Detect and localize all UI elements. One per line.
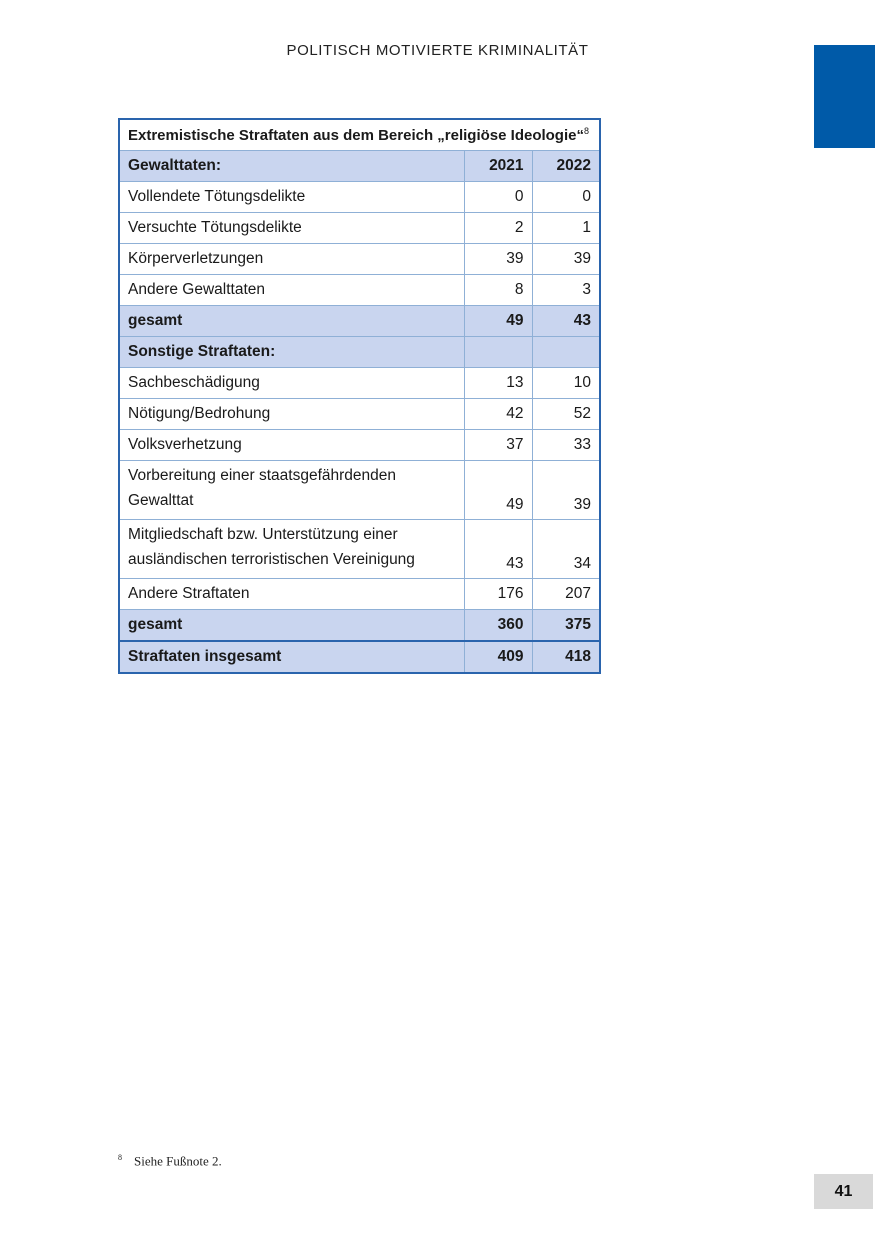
row-label: Versuchte Tötungsdelikte [119, 213, 465, 244]
section-label: Sonstige Straftaten: [119, 337, 465, 368]
value-2021: 0 [465, 182, 532, 213]
column-header-2021: 2021 [465, 151, 532, 182]
value-2022: 34 [532, 520, 600, 579]
value-2021: 409 [465, 641, 532, 673]
table-row [119, 182, 600, 213]
page-number: 41 [814, 1174, 873, 1209]
value-2022: 1 [532, 213, 600, 244]
crime-statistics-table [118, 118, 601, 674]
value-2021: 2 [465, 213, 532, 244]
table-row [119, 275, 600, 306]
row-label: Volksverhetzung [119, 430, 465, 461]
value-2021: 43 [465, 520, 532, 579]
value-2021: 13 [465, 368, 532, 399]
table-row [119, 461, 600, 520]
row-label: Körperverletzungen [119, 244, 465, 275]
table-row [119, 579, 600, 610]
value-2022: 207 [532, 579, 600, 610]
grand-total-row [119, 641, 600, 673]
value-2022: 375 [532, 610, 600, 642]
value-2021: 39 [465, 244, 532, 275]
empty-cell [532, 337, 600, 368]
row-label: Straftaten insgesamt [119, 641, 465, 673]
value-2021: 42 [465, 399, 532, 430]
value-2022: 39 [532, 461, 600, 520]
row-label: gesamt [119, 306, 465, 337]
table-row [119, 213, 600, 244]
table-title [119, 119, 600, 151]
value-2022: 43 [532, 306, 600, 337]
chapter-tab [814, 45, 875, 148]
value-2022: 418 [532, 641, 600, 673]
violent-header-row [119, 151, 600, 182]
row-label [119, 461, 465, 520]
table-title-text: Extremistische Straftaten aus dem Bereich „religiöse Ideologie“ [128, 127, 584, 144]
value-2021: 176 [465, 579, 532, 610]
row-label-line: Gewalttat [128, 492, 194, 509]
row-label-line: Vorbereitung einer staatsgefährdenden [128, 467, 397, 484]
running-header: POLITISCH MOTIVIERTE KRIMINALITÄT [286, 42, 589, 59]
value-2022: 10 [532, 368, 600, 399]
value-2022: 3 [532, 275, 600, 306]
other-total-row [119, 610, 600, 642]
column-header-2022: 2022 [532, 151, 600, 182]
table-title-row [119, 119, 600, 151]
row-label [119, 520, 465, 579]
value-2021: 49 [465, 461, 532, 520]
violent-total-row [119, 306, 600, 337]
value-2021: 360 [465, 610, 532, 642]
empty-cell [465, 337, 532, 368]
table-row [119, 399, 600, 430]
table-row [119, 368, 600, 399]
footnote [118, 1153, 222, 1169]
table-row [119, 430, 600, 461]
table-row [119, 520, 600, 579]
value-2022: 52 [532, 399, 600, 430]
row-label: Vollendete Tötungsdelikte [119, 182, 465, 213]
value-2022: 39 [532, 244, 600, 275]
value-2021: 49 [465, 306, 532, 337]
value-2022: 33 [532, 430, 600, 461]
section-label: Gewalttaten: [119, 151, 465, 182]
value-2022: 0 [532, 182, 600, 213]
value-2021: 37 [465, 430, 532, 461]
row-label: Andere Straftaten [119, 579, 465, 610]
row-label-line: Mitgliedschaft bzw. Unterstützung einer [128, 526, 398, 543]
row-label: Sachbeschädigung [119, 368, 465, 399]
value-2021: 8 [465, 275, 532, 306]
footnote-mark: 8 [118, 1153, 122, 1162]
row-label: Andere Gewalttaten [119, 275, 465, 306]
table-row [119, 244, 600, 275]
footnote-text: Siehe Fußnote 2. [134, 1153, 222, 1169]
row-label: gesamt [119, 610, 465, 642]
row-label-line: ausländischen terroristischen Vereinigung [128, 551, 415, 568]
row-label: Nötigung/Bedrohung [119, 399, 465, 430]
footnote-ref: 8 [583, 126, 589, 136]
other-header-row [119, 337, 600, 368]
